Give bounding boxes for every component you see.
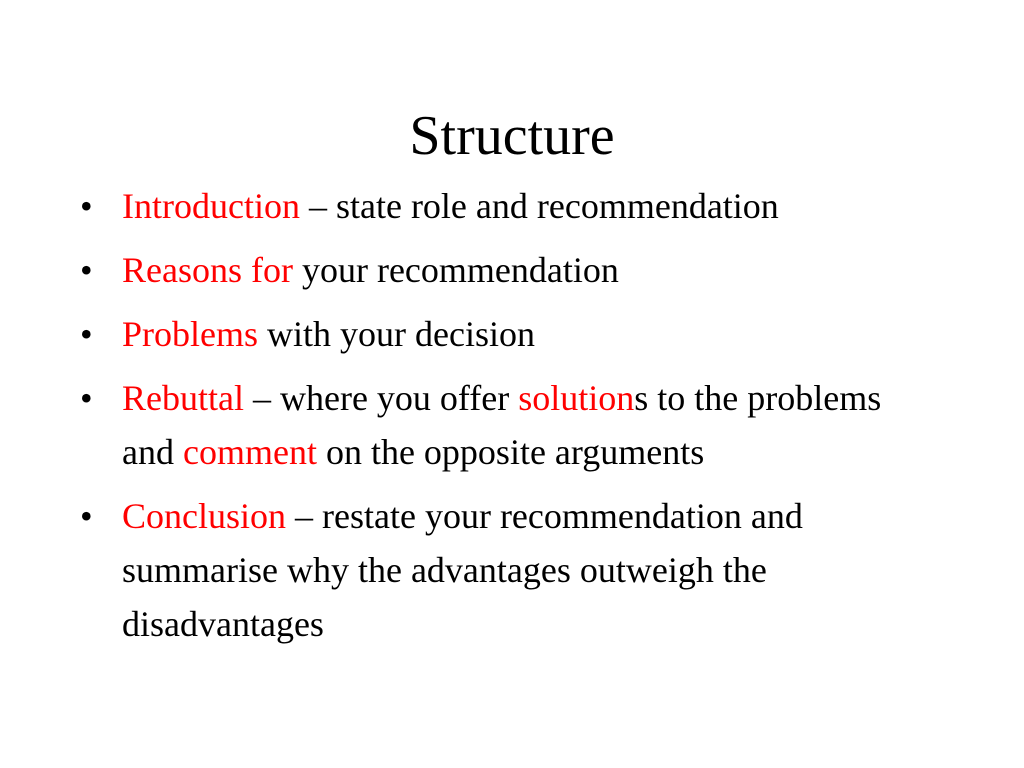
bullet-item-introduction bbox=[80, 179, 940, 233]
slide-title: Structure bbox=[409, 105, 615, 167]
bullet-text: with your decision bbox=[258, 314, 535, 354]
bullet-keyword: Problems bbox=[122, 314, 259, 354]
bullet-text: – state role and recommendation bbox=[299, 186, 779, 226]
bullet-item-conclusion bbox=[80, 489, 940, 651]
bullet-keyword: Rebuttal bbox=[122, 378, 244, 418]
bullet-text: – restate your recommendation and summarise why the advantages outweigh the disadvantages bbox=[122, 496, 803, 644]
bullet-item-reasons bbox=[80, 243, 940, 297]
bullet-keyword: Introduction bbox=[122, 186, 300, 226]
bullet-item-rebuttal bbox=[80, 371, 940, 479]
bullet-item-problems bbox=[80, 307, 940, 361]
bullet-icon: • bbox=[80, 496, 93, 536]
bullet-text: s to the problems and bbox=[122, 378, 882, 472]
bullet-icon: • bbox=[80, 314, 93, 354]
bullet-keyword: solution bbox=[518, 378, 635, 418]
bullet-text: your recommendation bbox=[292, 250, 619, 290]
bullet-icon: • bbox=[80, 378, 93, 418]
bullet-keyword: comment bbox=[182, 432, 317, 472]
bullet-list bbox=[80, 179, 940, 661]
bullet-icon: • bbox=[80, 250, 93, 290]
bullet-text: – where you offer bbox=[243, 378, 519, 418]
bullet-keyword: Reasons for bbox=[122, 250, 293, 290]
bullet-text: on the opposite arguments bbox=[316, 432, 705, 472]
bullet-icon: • bbox=[80, 186, 93, 226]
bullet-keyword: Conclusion bbox=[122, 496, 287, 536]
